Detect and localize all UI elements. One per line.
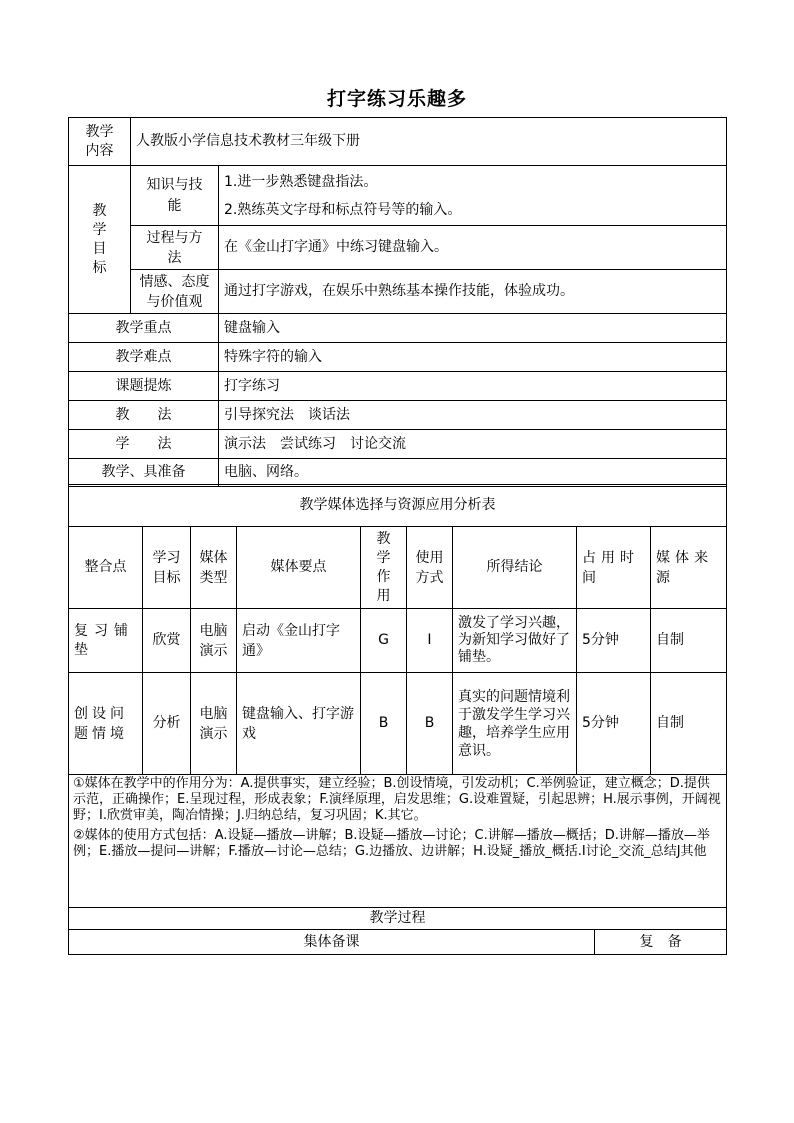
header-time-used: 占用时间: [577, 527, 651, 609]
row1-learning-goal: 欣赏: [143, 609, 191, 673]
process-label: 过程与方法: [131, 226, 219, 270]
emotion-label: 情感、态度与价值观: [131, 270, 219, 314]
knowledge-items: [219, 166, 727, 226]
teaching-method-label: 教 法: [69, 401, 219, 430]
media-notes: [69, 775, 727, 908]
difficulty-value: 特殊字符的输入: [219, 343, 727, 372]
row2-teaching-role: B: [361, 673, 407, 775]
preparation-value: 电脑、网络。: [219, 459, 727, 487]
header-conclusion: 所得结论: [453, 527, 577, 609]
focus-label: 教学重点: [69, 314, 219, 343]
row2-usage-mode: B: [407, 673, 453, 775]
header-media-type: 媒体类型: [191, 527, 237, 609]
preparation-table: [68, 929, 727, 955]
knowledge-item-1: 1.进一步熟悉键盘指法。: [224, 173, 378, 190]
preparation-label: 教学、具准备: [69, 459, 219, 487]
row2-integration-point: 创设问题情境: [69, 673, 143, 775]
row1-media-source: 自制: [651, 609, 727, 673]
knowledge-label: 知识与技能: [131, 166, 219, 226]
review-label: 复 备: [595, 930, 727, 955]
row2-learning-goal: 分析: [143, 673, 191, 775]
row2-media-points: 键盘输入、打字游戏: [237, 673, 361, 775]
knowledge-item-2: 2.熟练英文字母和标点符号等的输入。: [224, 201, 462, 218]
row1-integration-point: 复习铺垫: [69, 609, 143, 673]
row1-media-type: 电脑演示: [191, 609, 237, 673]
learning-method-label: 学 法: [69, 430, 219, 459]
process-heading: 教学过程: [69, 908, 727, 930]
row2-conclusion: 真实的问题情境利于激发学生学习兴趣，培养学生应用意识。: [453, 673, 577, 775]
row1-teaching-role: G: [361, 609, 407, 673]
content-label: 教学内容: [69, 118, 131, 166]
lesson-info-table: [68, 117, 727, 487]
group-prep-label: 集体备课: [69, 930, 595, 955]
page-title: 打字练习乐趣多: [326, 88, 467, 110]
header-usage-mode: 使用方式: [407, 527, 453, 609]
row1-conclusion: 激发了学习兴趣，为新知学习做好了铺垫。: [453, 609, 577, 673]
goals-label: 教学目标: [69, 166, 131, 314]
media-analysis-table: [68, 484, 727, 930]
header-media-points: 媒体要点: [237, 527, 361, 609]
row2-time-used: 5分钟: [577, 673, 651, 775]
learning-method-value: 演示法 尝试练习 讨论交流: [219, 430, 727, 459]
topic-label: 课题提炼: [69, 372, 219, 401]
difficulty-label: 教学难点: [69, 343, 219, 372]
header-teaching-role: 教学作用: [361, 527, 407, 609]
emotion-value: 通过打字游戏，在娱乐中熟练基本操作技能，体验成功。: [219, 270, 727, 314]
row1-time-used: 5分钟: [577, 609, 651, 673]
row2-media-type: 电脑演示: [191, 673, 237, 775]
row2-media-source: 自制: [651, 673, 727, 775]
topic-value: 打字练习: [219, 372, 727, 401]
header-learning-goal: 学习目标: [143, 527, 191, 609]
row1-media-points: 启动《金山打字通》: [237, 609, 361, 673]
focus-value: 键盘输入: [219, 314, 727, 343]
teaching-method-value: 引导探究法 谈话法: [219, 401, 727, 430]
process-value: 在《金山打字通》中练习键盘输入。: [219, 226, 727, 270]
media-usage-note: ②媒体的使用方式包括：A.设疑—播放—讲解；B.设疑—播放—讨论；C.讲解—播放—概括；D.讲解—播放—举例；E.播放—提问—讲解；F.播放—讨论—总结；G.边播放、边讲解；H.设疑_播放_概括.I讨论_交流_总结J其他: [73, 828, 710, 859]
content-value: 人教版小学信息技术教材三年级下册: [131, 118, 727, 166]
media-heading: 教学媒体选择与资源应用分析表: [69, 485, 727, 527]
header-integration-point: 整合点: [69, 527, 143, 609]
header-media-source: 媒体来源: [651, 527, 727, 609]
media-role-note: ①媒体在教学中的作用分为：A.提供事实，建立经验；B.创设情境，引发动机；C.举例验证，建立概念；D.提供示范，正确操作；E.呈现过程，形成表象；F.演绎原理，启发思维；G.设难置疑，引起思辨；H.展示事例，开阔视野；I.欣赏审美，陶冶情操；J.归纳总结，复习巩固；K.其它。: [73, 776, 721, 823]
row1-usage-mode: I: [407, 609, 453, 673]
